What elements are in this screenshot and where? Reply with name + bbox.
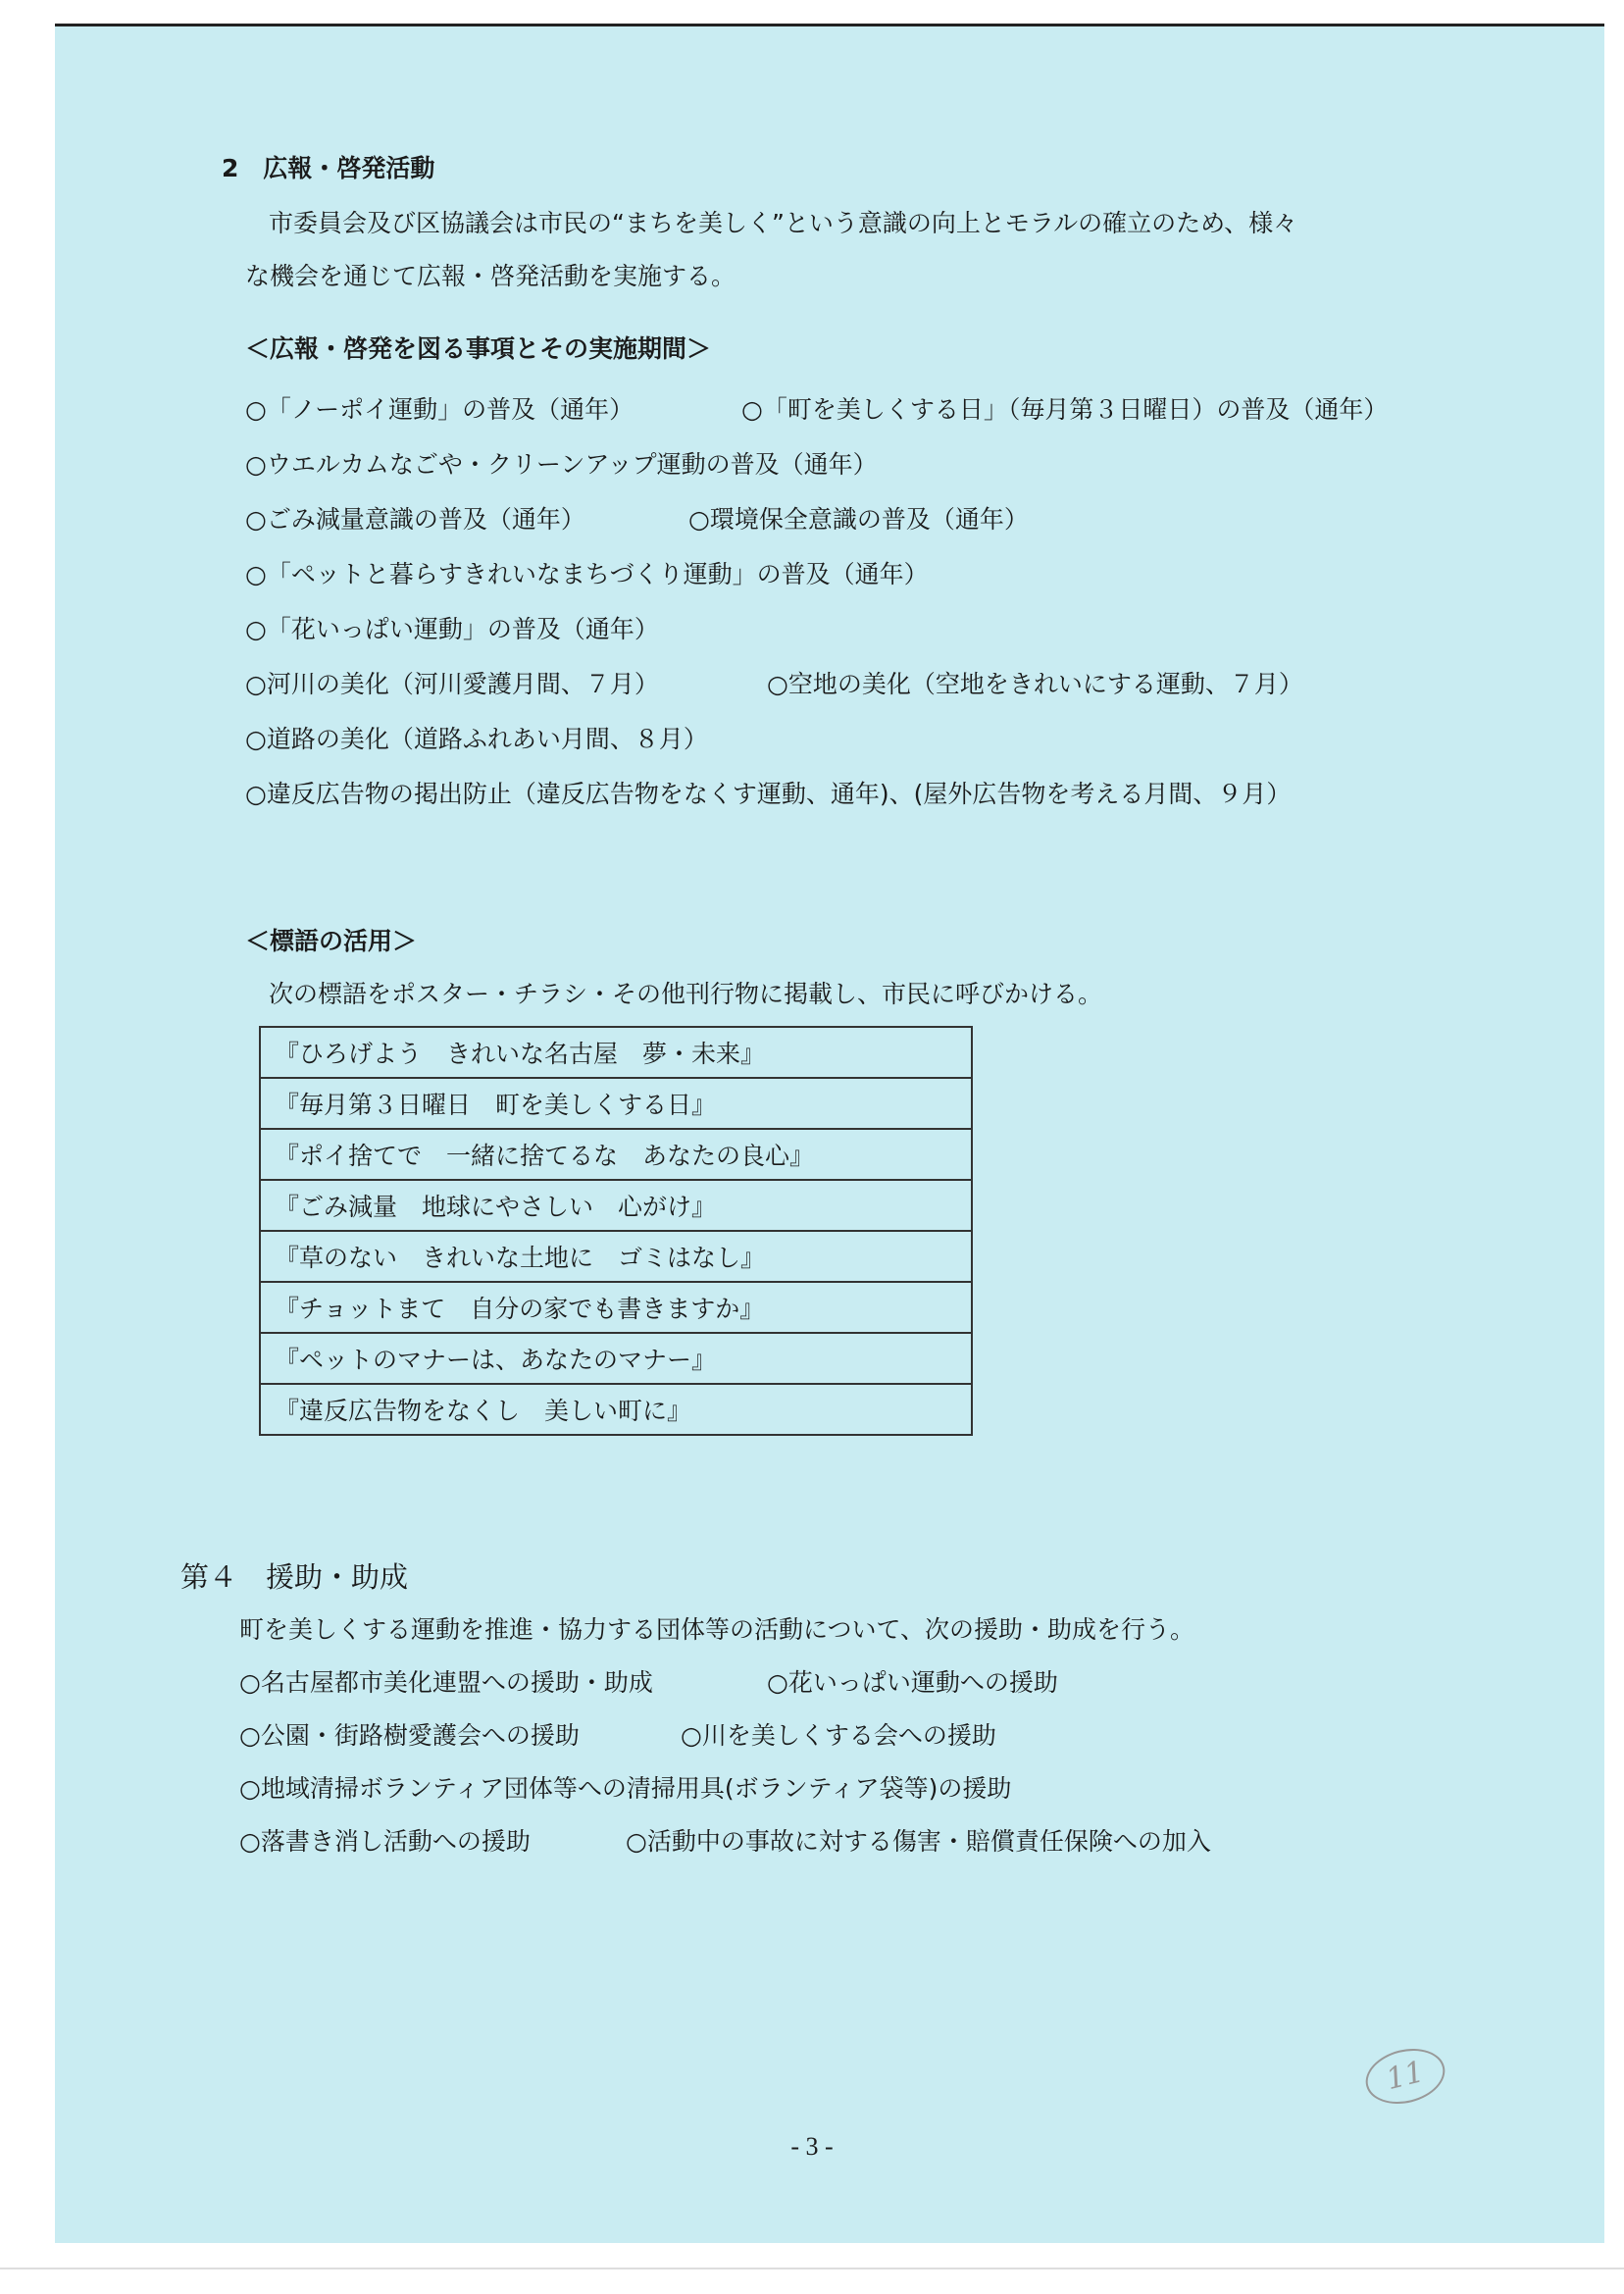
slogan-cell: 『草のない きれいな土地に ゴミはなし』 [260, 1231, 972, 1282]
pr-item: ○ごみ減量意識の普及（通年） [245, 505, 585, 534]
pr-item: ○「ノーポイ運動」の普及（通年） [245, 395, 634, 424]
slogans-intro: 次の標語をポスター・チラシ・その他刊行物に掲載し、市民に呼びかける。 [269, 980, 1103, 1008]
table-row [260, 1180, 972, 1231]
handwritten-page-stamp: 11 [1360, 2041, 1451, 2112]
pr-item: ○「ペットと暮らすきれいなまちづくり運動」の普及（通年） [245, 560, 929, 588]
slogan-table [259, 1026, 973, 1436]
aid-item: ○花いっぱい運動への援助 [767, 1668, 1058, 1697]
slogan-cell: 『ポイ捨てで 一緒に捨てるな あなたの良心』 [260, 1129, 972, 1180]
table-row [260, 1333, 972, 1384]
scan-bottom-edge [0, 2268, 1624, 2269]
aid-item: ○落書き消し活動への援助 [239, 1827, 531, 1856]
section4-title: 第４ 援助・助成 [180, 1560, 409, 1594]
slogan-cell: 『チョットまて 自分の家でも書きますか』 [260, 1282, 972, 1333]
table-row [260, 1282, 972, 1333]
table-row [260, 1384, 972, 1435]
section2-paragraph-line2: な機会を通じて広報・啓発活動を実施する。 [245, 262, 736, 290]
slogans-heading: ＜標語の活用＞ [245, 927, 418, 955]
slogan-cell: 『ひろげよう きれいな名古屋 夢・未来』 [260, 1027, 972, 1078]
aid-item: ○地域清掃ボランティア団体等への清掃用具(ボランティア袋等)の援助 [239, 1774, 1012, 1803]
pr-item: ○違反広告物の掲出防止（違反広告物をなくす運動、通年)、(屋外広告物を考える月間、９月） [245, 780, 1292, 808]
aid-item: ○公園・街路樹愛護会への援助 [239, 1721, 580, 1750]
page-number: - 3 - [790, 2132, 834, 2161]
aid-item: ○川を美しくする会への援助 [681, 1721, 996, 1750]
pr-items-heading: ＜広報・啓発を図る事項とその実施期間＞ [245, 334, 712, 363]
pr-item: ○河川の美化（河川愛護月間、７月） [245, 670, 659, 698]
table-row [260, 1027, 972, 1078]
pr-item: ○道路の美化（道路ふれあい月間、８月） [245, 725, 708, 753]
aid-item: ○名古屋都市美化連盟への援助・助成 [239, 1668, 653, 1697]
pr-item: ○「町を美しくする日」（毎月第３日曜日）の普及（通年） [741, 395, 1389, 424]
section2-title: 2 広報・啓発活動 [222, 154, 435, 182]
section2-paragraph-line1: 市委員会及び区協議会は市民の“まちを美しく”という意識の向上とモラルの確立のため、様々 [269, 209, 1298, 237]
table-row [260, 1078, 972, 1129]
pr-item: ○空地の美化（空地をきれいにする運動、７月） [767, 670, 1303, 698]
slogan-cell: 『ペットのマナーは、あなたのマナー』 [260, 1333, 972, 1384]
pr-item: ○「花いっぱい運動」の普及（通年） [245, 615, 659, 643]
slogan-cell: 『違反広告物をなくし 美しい町に』 [260, 1384, 972, 1435]
pr-item: ○環境保全意識の普及（通年） [688, 505, 1029, 534]
aid-item: ○活動中の事故に対する傷害・賠償責任保険への加入 [626, 1827, 1211, 1856]
table-row [260, 1129, 972, 1180]
section4-intro: 町を美しくする運動を推進・協力する団体等の活動について、次の援助・助成を行う。 [239, 1615, 1195, 1644]
slogan-cell: 『毎月第３日曜日 町を美しくする日』 [260, 1078, 972, 1129]
slogan-cell: 『ごみ減量 地球にやさしい 心がけ』 [260, 1180, 972, 1231]
pr-item: ○ウエルカムなごや・クリーンアップ運動の普及（通年） [245, 450, 878, 479]
table-row [260, 1231, 972, 1282]
